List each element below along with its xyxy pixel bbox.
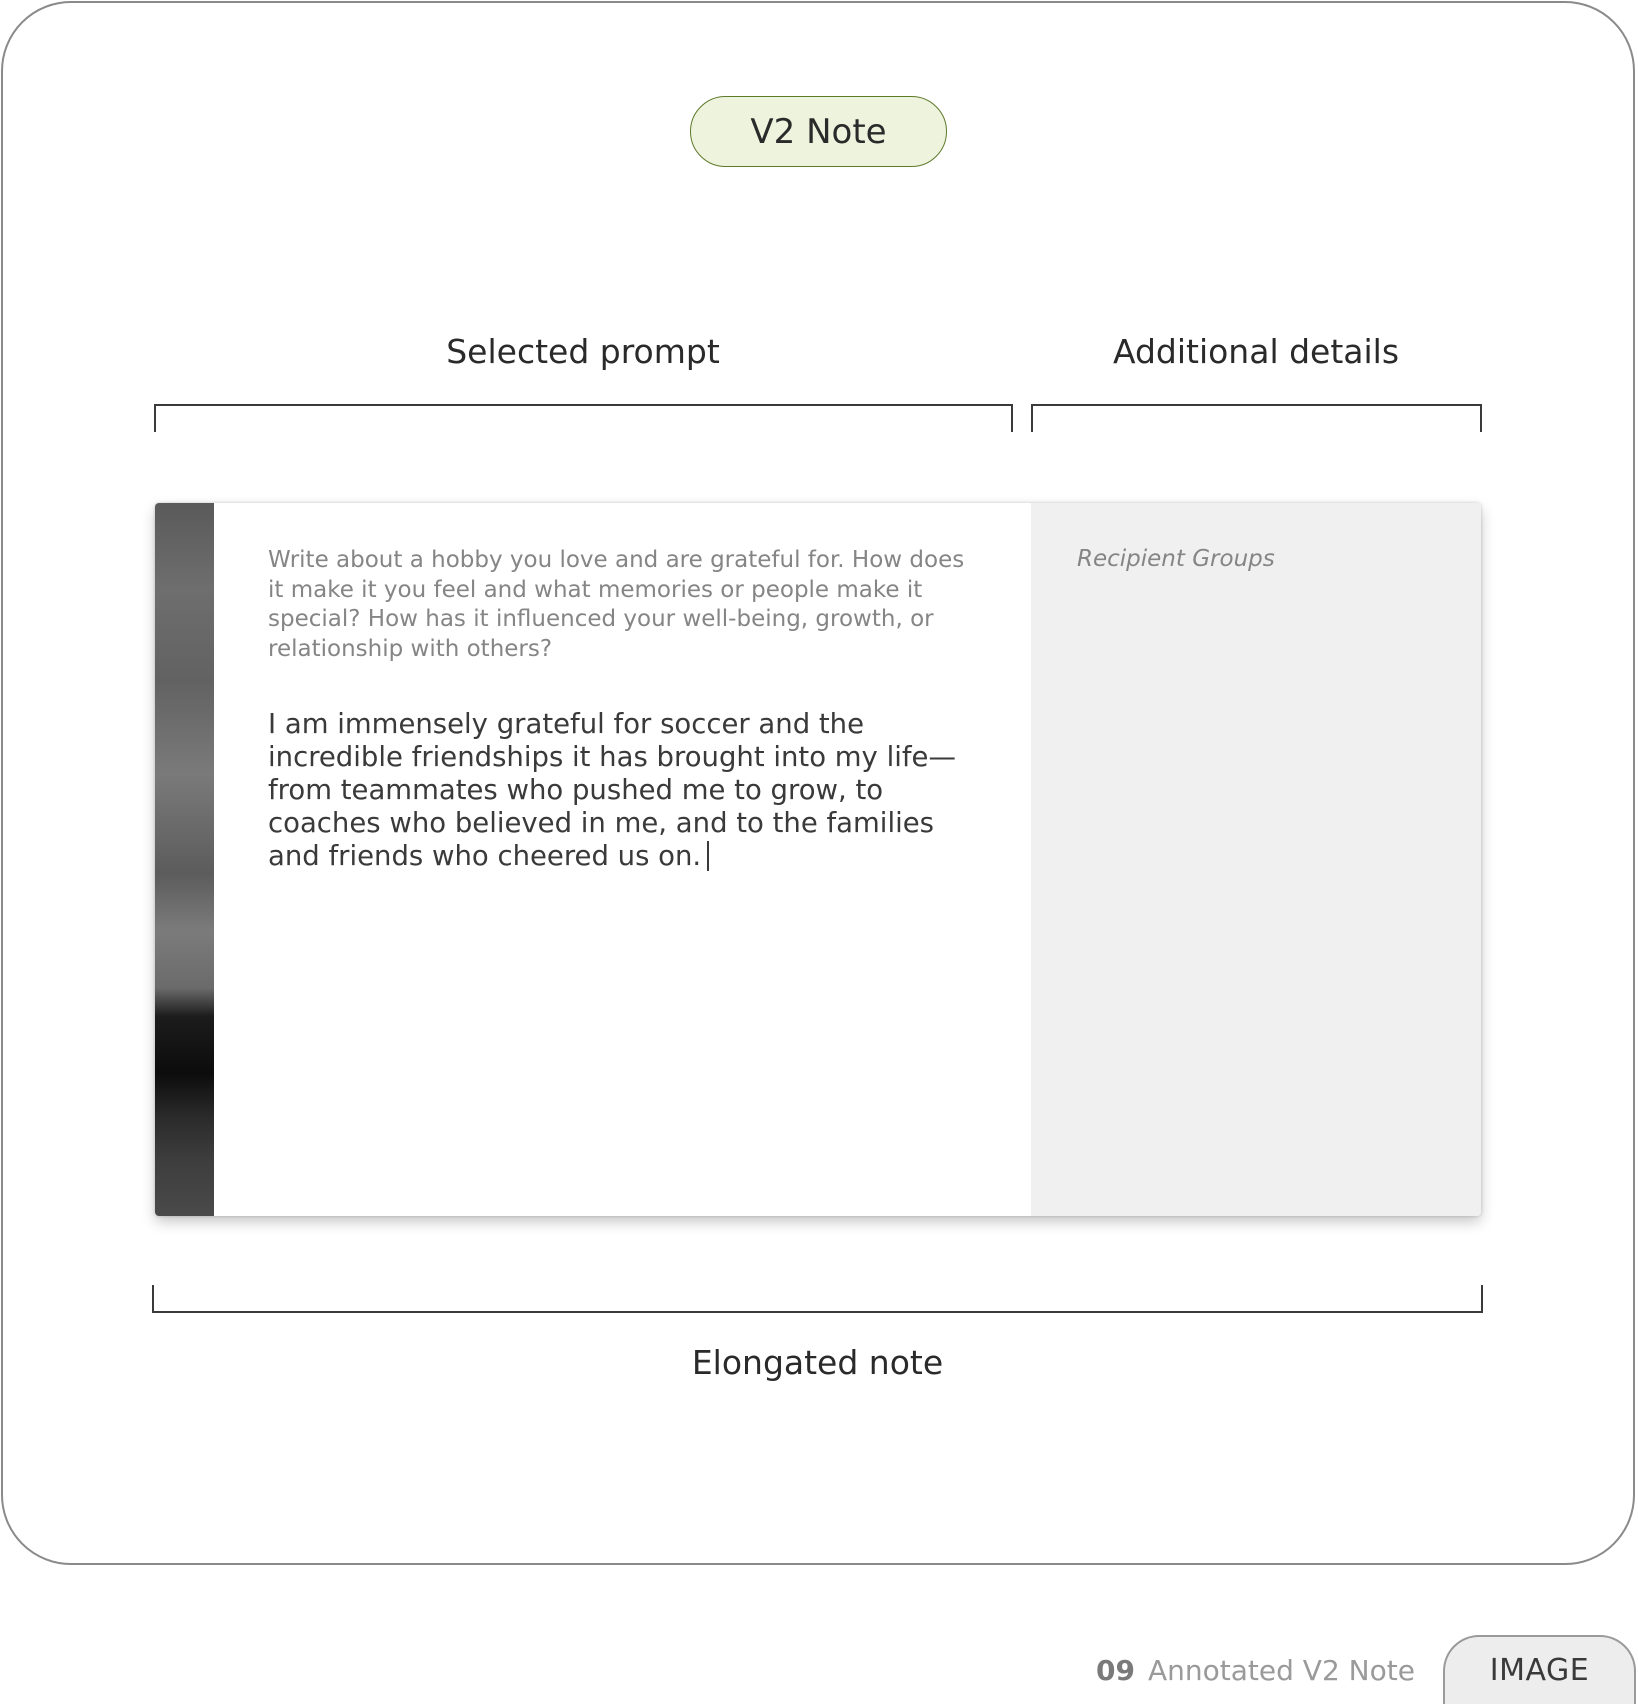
- image-tag: IMAGE: [1443, 1635, 1636, 1704]
- note-cover-image: [155, 503, 214, 1216]
- additional-details-bracket: [1031, 404, 1482, 432]
- elongated-note-label: Elongated note: [691, 1343, 944, 1382]
- slide-number: 09: [1096, 1654, 1135, 1687]
- selected-prompt-bracket: [154, 404, 1013, 432]
- text-cursor: [707, 841, 709, 871]
- additional-details-label: Additional details: [1112, 332, 1400, 371]
- note-body-text[interactable]: [268, 708, 973, 873]
- note-card: [155, 503, 1481, 1216]
- note-body-content: I am immensely grateful for soccer and the incredible friendships it has brought into my life—from teammates who pushed me to grow, to coaches who believed in me, and to the families and friends who cheered us on.: [268, 708, 956, 872]
- selected-prompt-label: Selected prompt: [446, 332, 720, 371]
- details-panel: [1031, 503, 1481, 1216]
- slide-title: Annotated V2 Note: [1148, 1654, 1415, 1687]
- note-prompt: Write about a hobby you love and are grateful for. How does it make it you feel and what memories or people make it special? How has it influenced your well-being, growth, or relationship with others?: [268, 547, 965, 662]
- note-editor[interactable]: [214, 503, 1031, 1216]
- recipient-groups-field[interactable]: Recipient Groups: [1077, 546, 1275, 572]
- elongated-note-bracket: [152, 1285, 1483, 1313]
- version-badge: V2 Note: [690, 96, 947, 167]
